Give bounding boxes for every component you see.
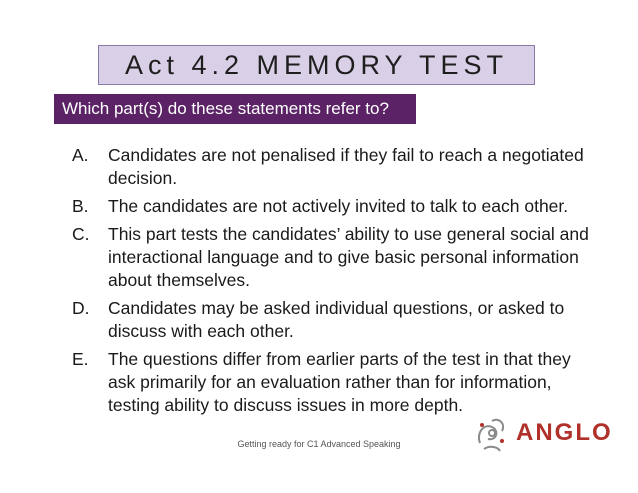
statement-letter: A. — [72, 145, 89, 165]
statement-letter: D. — [72, 298, 90, 318]
statement-b — [72, 195, 592, 218]
statement-text: The candidates are not actively invited to talk to each other. — [108, 196, 569, 216]
statement-c — [72, 223, 592, 292]
logo-text: ANGLO — [516, 419, 613, 446]
statement-text: Candidates may be asked individual questions, or asked to discuss with each other. — [108, 298, 565, 341]
statement-letter: E. — [72, 349, 89, 369]
statement-text: The questions differ from earlier parts of the test in that they ask primarily for an evaluation rather than for information, testing ability to discuss issues in more depth. — [108, 349, 571, 415]
floral-emblem-icon — [472, 413, 512, 453]
statement-list — [72, 144, 592, 422]
title-box — [98, 45, 535, 85]
statement-letter: C. — [72, 224, 90, 244]
anglo-logo — [472, 413, 613, 453]
question-banner: Which part(s) do these statements refer to? — [54, 94, 416, 124]
statement-e — [72, 348, 592, 417]
slide-title: Act 4.2 MEMORY TEST — [124, 49, 509, 80]
slide-footer: Getting ready for C1 Advanced Speaking — [237, 439, 401, 449]
statement-text: This part tests the candidates’ ability to use general social and interactional language and to give basic personal information about themselves. — [108, 224, 589, 290]
statement-a — [72, 144, 592, 190]
statement-d — [72, 297, 592, 343]
statement-text: Candidates are not penalised if they fail to reach a negotiated decision. — [108, 145, 584, 188]
statement-letter: B. — [72, 196, 89, 216]
